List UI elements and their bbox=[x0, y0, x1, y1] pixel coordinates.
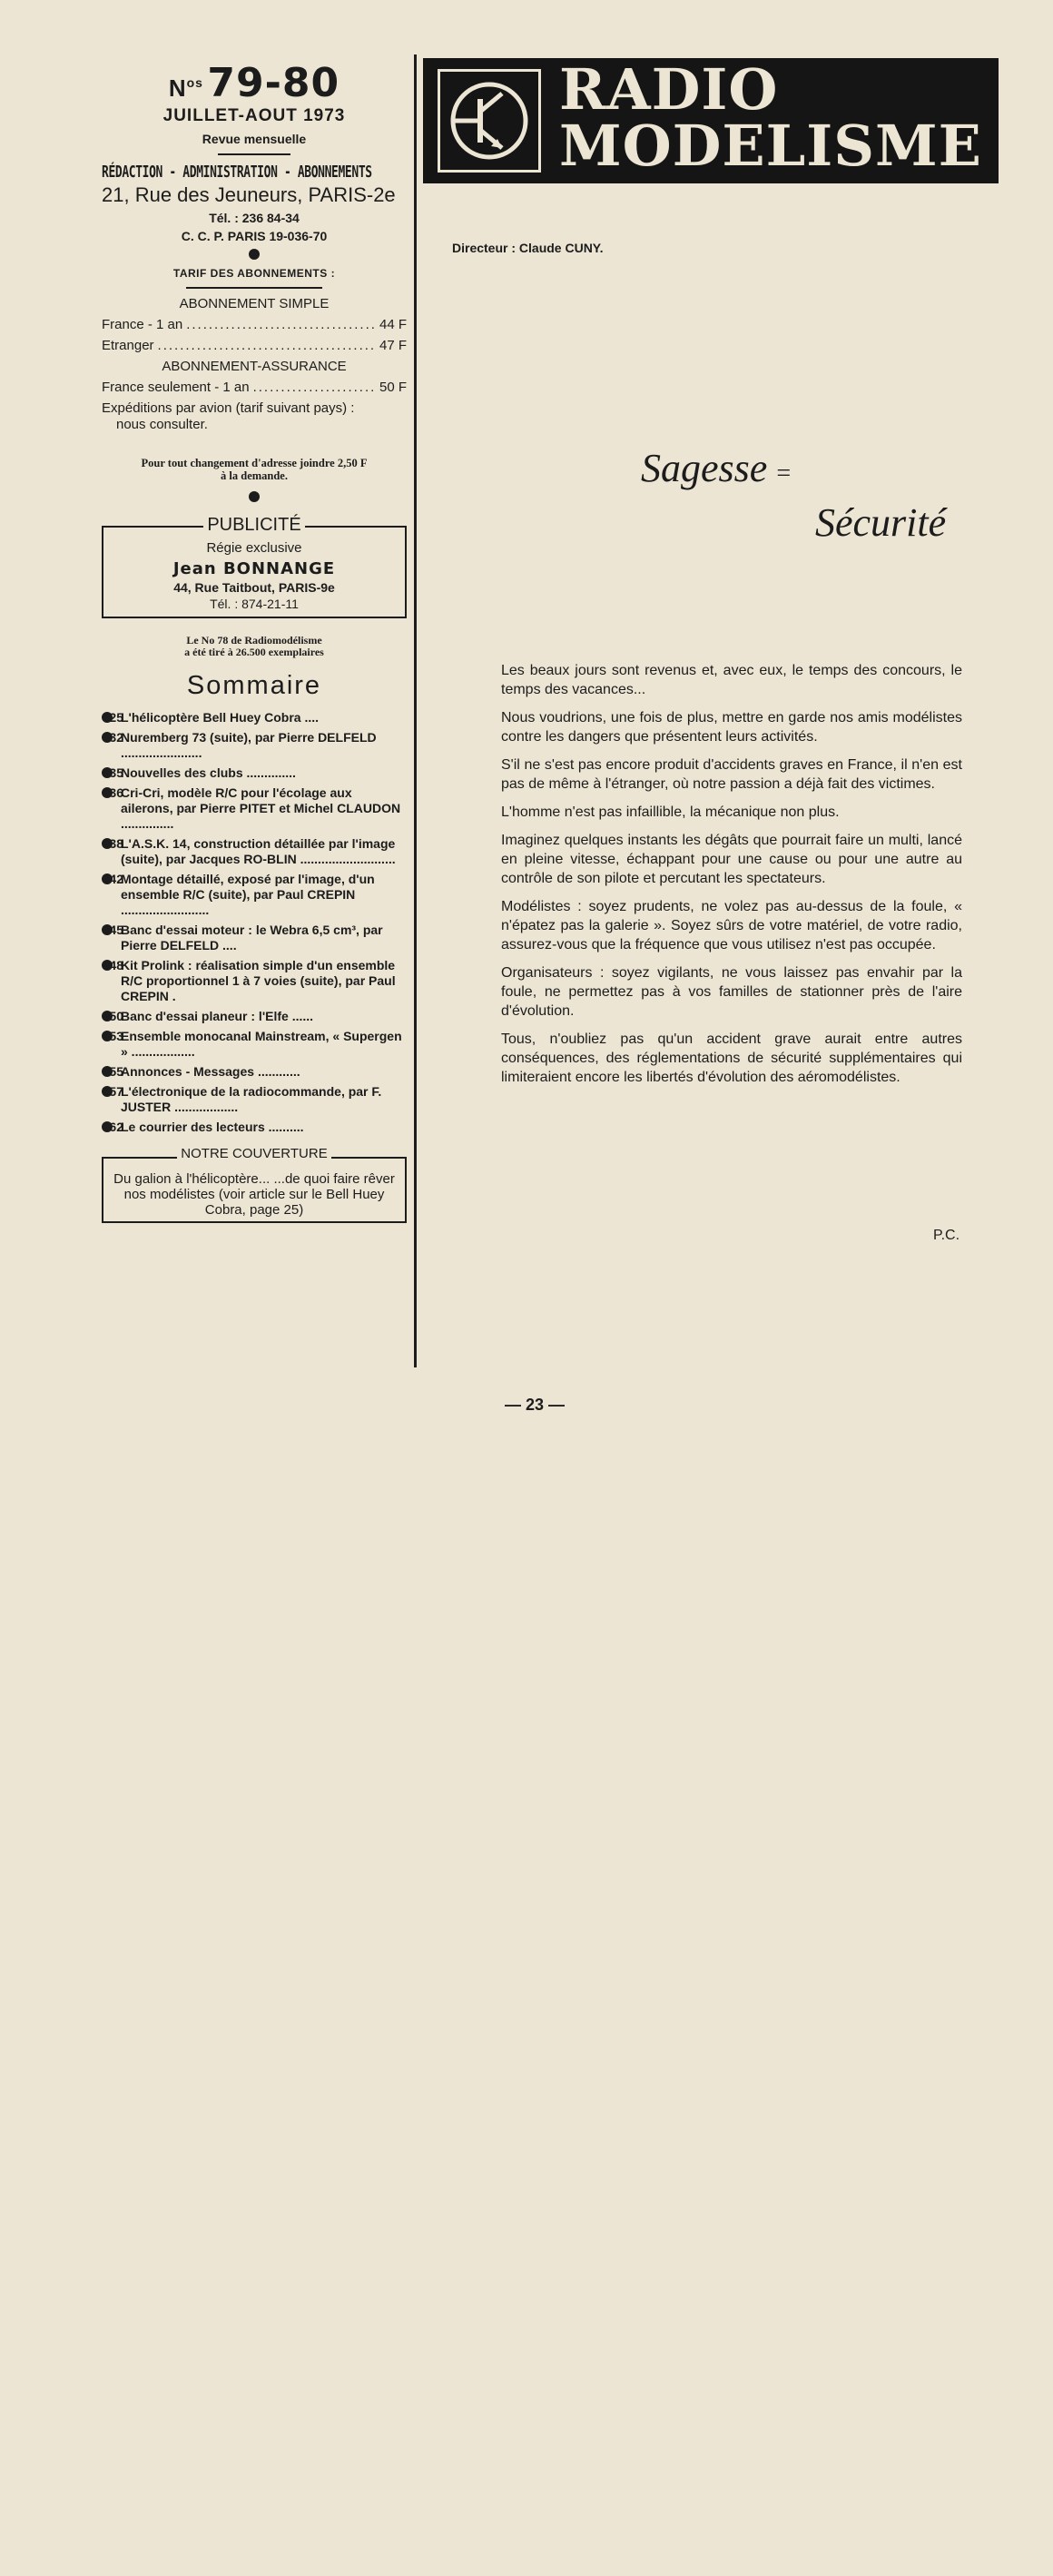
contents-item-page: 48 bbox=[109, 958, 123, 972]
editorial-paragraph: Imaginez quelques instants les dégâts que pourrait faire un multi, lancé en pleine vitesse, échappant pour une cause ou pour une autre au contrôle de son pilote et percutant les spectateurs. bbox=[501, 833, 962, 886]
contents-item-title: Ensemble monocanal Mainstream, « Supergen » .................. bbox=[121, 1029, 402, 1059]
contents-item bbox=[102, 1120, 407, 1135]
contents-item-title: Cri-Cri, modèle R/C pour l'écolage aux ailerons, par Pierre PITET et Michel CLAUDON ............... bbox=[121, 785, 401, 831]
price-row: Etranger ..... 47 F bbox=[102, 338, 407, 353]
editorial-paragraph: L'homme n'est pas infaillible, la mécanique non plus. bbox=[501, 804, 840, 820]
contents-item bbox=[102, 872, 407, 918]
address-change-note: Pour tout changement d'adresse joindre 2,50 F à la demande. bbox=[141, 457, 368, 482]
editorial-paragraph: S'il ne s'est pas encore produit d'accidents graves en France, il n'en est pas de même à l'étranger, où notre passion a déjà fait des victimes. bbox=[501, 757, 962, 792]
contents-item-title: Nuremberg 73 (suite), par Pierre DELFELD ....................... bbox=[121, 730, 377, 760]
editorial-body bbox=[501, 661, 962, 1096]
contents-item-page: 55 bbox=[109, 1064, 123, 1079]
advertising-address: 44, Rue Taitbout, PARIS-9e bbox=[173, 580, 335, 595]
advertising-exclusive: Régie exclusive bbox=[206, 540, 302, 556]
contents-item bbox=[102, 1084, 407, 1115]
contents-item bbox=[102, 836, 407, 867]
contents-item-title: Le courrier des lecteurs .......... bbox=[121, 1120, 304, 1134]
editorial-paragraph: Organisateurs : soyez vigilants, ne vous laissez pas envahir par la foule, ne permettez pas à vos familles de stationner près de l'aire d'évolution. bbox=[501, 965, 962, 1019]
contents-item-page: 62 bbox=[109, 1120, 123, 1134]
editorial-signature: P.C. bbox=[933, 1228, 960, 1243]
transistor-symbol-icon bbox=[438, 69, 541, 173]
contents-item-title: Kit Prolink : réalisation simple d'un ensemble R/C proportionnel 1 à 7 voies (suite), par Paul CREPIN . bbox=[121, 958, 396, 1003]
editorial-title-part2: Sécurité bbox=[815, 500, 947, 545]
bullet-dot bbox=[249, 491, 260, 502]
issue-date: JUILLET-AOUT 1973 bbox=[162, 106, 346, 125]
contents-item bbox=[102, 765, 407, 781]
contents-item-title: Banc d'essai planeur : l'Elfe ...... bbox=[121, 1009, 314, 1023]
contents-item-title: L'hélicoptère Bell Huey Cobra .... bbox=[121, 710, 320, 725]
contents-item-title: L'A.S.K. 14, construction détaillée par l'image (suite), par Jacques RO-BLIN ........................... bbox=[121, 836, 396, 866]
contents-item bbox=[102, 730, 407, 761]
editorial-paragraph: Modélistes : soyez prudents, ne volez pas au-dessus de la foule, « n'épatez pas la galerie ». Soyez sûrs de votre matériel, de votre radio, assurez-vous que la fréquence que vous utilisez n'est pas occupée. bbox=[501, 899, 962, 952]
contents-title: Sommaire bbox=[186, 671, 322, 700]
airmail-note: Expéditions par avion (tarif suivant pays) : nous consulter. bbox=[102, 400, 355, 432]
insurance-subscription-heading: ABONNEMENT-ASSURANCE bbox=[162, 359, 347, 374]
editorial-paragraph: Tous, n'oubliez pas qu'un accident grave aurait entre autres conséquences, des réglementations de sécurité supplémentaires qui limiteraient encore les libertés d'évolution des aéromodélistes. bbox=[501, 1031, 962, 1085]
issue-number: $N^{os}$ 79-80 bbox=[168, 60, 340, 106]
print-run-note: Le No 78 de Radiomodélisme a été tiré à 26.500 exemplaires bbox=[184, 634, 324, 658]
contents-item-title: L'électronique de la radiocommande, par F. JUSTER .................. bbox=[121, 1084, 382, 1114]
contents-item-page: 50 bbox=[109, 1009, 123, 1023]
advertising-box bbox=[102, 515, 407, 618]
cover-legend: NOTRE COUVERTURE bbox=[177, 1146, 330, 1161]
contents-item-page: 35 bbox=[109, 765, 123, 780]
magazine-logo bbox=[423, 58, 999, 183]
phone: Tél. : 236 84-34 bbox=[209, 211, 300, 225]
simple-subscription-heading: ABONNEMENT SIMPLE bbox=[179, 296, 330, 311]
contents-item-page: 53 bbox=[109, 1029, 123, 1043]
advertising-agent-name: Jean BONNANGE bbox=[172, 559, 336, 578]
bullet-dot bbox=[249, 249, 260, 260]
contents-item bbox=[102, 923, 407, 953]
editorial-address: 21, Rue des Jeuneurs, PARIS-2e bbox=[102, 183, 396, 206]
periodicity: Revue mensuelle bbox=[202, 132, 307, 146]
advertising-phone: Tél. : 874-21-11 bbox=[210, 597, 299, 611]
price-row: France seulement - 1 an ..... 50 F bbox=[102, 380, 407, 395]
contents-item-page: 25 bbox=[109, 710, 123, 725]
departments: RÉDACTION - ADMINISTRATION - ABONNEMENTS bbox=[102, 163, 372, 182]
contents-item bbox=[102, 785, 407, 832]
contents-item bbox=[102, 1064, 407, 1080]
contents-item-page: 38 bbox=[109, 836, 123, 851]
contents-item-page: 57 bbox=[109, 1084, 123, 1099]
contents-item-title: Annonces - Messages ............ bbox=[121, 1064, 300, 1079]
contents-item-page: 42 bbox=[109, 872, 123, 886]
divider bbox=[186, 287, 322, 289]
advertising-legend: PUBLICITÉ bbox=[203, 515, 304, 535]
contents-item-title: Nouvelles des clubs .............. bbox=[121, 765, 296, 780]
left-column bbox=[102, 54, 407, 1223]
contents-item-page: 32 bbox=[109, 730, 123, 745]
page-number: — 23 — bbox=[505, 1396, 566, 1414]
contents-item-title: Banc d'essai moteur : le Webra 6,5 cm³, par Pierre DELFELD .... bbox=[121, 923, 383, 952]
contents-item bbox=[102, 958, 407, 1004]
contents-item bbox=[102, 710, 407, 725]
editorial-paragraph: Nous voudrions, une fois de plus, mettre en garde nos amis modélistes contre les dangers que présentent leurs activités. bbox=[501, 710, 962, 745]
contents-item-page: 36 bbox=[109, 785, 123, 800]
price-row: France - 1 an ..... 44 F bbox=[102, 317, 407, 332]
editorial-title-part1: Sagesse = bbox=[641, 446, 792, 490]
contents-item-page: 45 bbox=[109, 923, 123, 937]
editorial-paragraph: Les beaux jours sont revenus et, avec eux, le temps des concours, le temps des vacances... bbox=[501, 663, 962, 697]
subscription-title: TARIF DES ABONNEMENTS : bbox=[172, 267, 336, 280]
postal-account: C. C. P. PARIS 19-036-70 bbox=[181, 229, 328, 243]
column-divider bbox=[414, 54, 417, 1367]
logo-wordmark: RADIO MODELISME bbox=[559, 56, 982, 179]
divider bbox=[218, 153, 290, 155]
contents-item bbox=[102, 1009, 407, 1024]
contents-item-title: Montage détaillé, exposé par l'image, d'un ensemble R/C (suite), par Paul CREPIN ......................... bbox=[121, 872, 375, 917]
contents-list bbox=[102, 710, 407, 1135]
cover-text: Du galion à l'hélicoptère... ...de quoi faire rêver nos modélistes (voir article sur le Bell Huey Cobra, page 25) bbox=[113, 1171, 395, 1218]
contents-item bbox=[102, 1029, 407, 1060]
director-credit: Directeur : Claude CUNY. bbox=[452, 241, 604, 255]
cover-box bbox=[102, 1146, 407, 1223]
